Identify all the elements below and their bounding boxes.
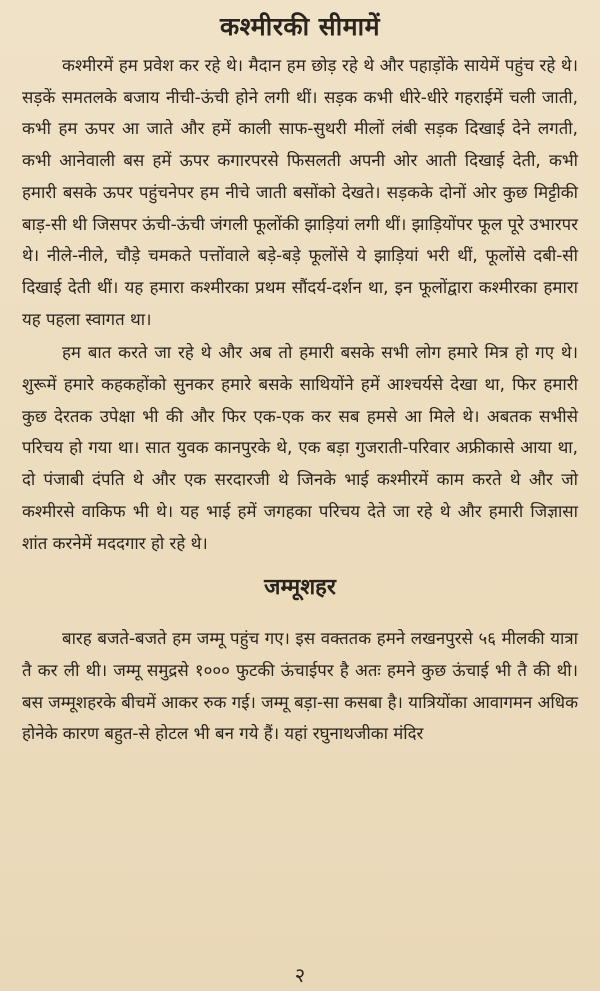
chapter-title: कश्मीरकी सीमामें	[219, 12, 381, 41]
paragraph-2: हम बात करते जा रहे थे और अब तो हमारी बसके सभी लोग हमारे मित्र हो गए थे। शुरूमें हमारे कहकहोंको सुनकर हमारे बसके साथियोंने हमें आश्चर्यसे देखा था, फिर हमारी कुछ देरतक उपेक्षा भी की और फिर एक-एक कर सब हमसे आ मिले थे। अबतक सभीसे परिचय हो गया था। सात युवक कानपुरके थे, एक बड़ा गुजराती-परिवार अफ्रीकासे आया था, दो पंजाबी दंपति थे और एक सरदारजी थे जिनके भाई कश्मीरमें काम करते थे और जो कश्मीरसे वाकिफ भी थे। यह भाई हमें जगहका परिचय देते जा रहे थे और हमारी जिज्ञासा शांत करनेमें मददगार हो रहे थे।	[22, 342, 578, 553]
section-heading: जम्मूशहर	[264, 575, 336, 601]
paragraph-1: कश्मीरमें हम प्रवेश कर रहे थे। मैदान हम छोड़ रहे थे और पहाड़ोंके सायेमें पहुंच रहे थे। सड़कें समतलके बजाय नीची-ऊंची होने लगी थीं। सड़क कभी धीरे-धीरे गहराईमें चली जाती, कभी हम ऊपर आ जाते और हमें काली साफ-सुथरी मीलों लंबी सड़क दिखाई देने लगती, कभी आनेवाली बस हमें ऊपर कगारपरसे फिसलती अपनी ओर आती दिखाई देती, कभी हमारी बसके ऊपर पहुंचनेपर हम नीचे जाती बसोंको देखते। सड़कके दोनों ओर कुछ मिट्टीकी बाड़-सी थी जिसपर ऊंची-ऊंची जंगली फूलोंकी झाड़ियां लगी थीं। झाड़ियोंपर फूल पूरे उभारपर थे। नीले-नीले, चौड़े चमकते पत्तोंवाले बड़े-बड़े फूलोंसे ये झाड़ियां भरी थीं, फूलोंसे दबी-सी दिखाई देती थीं। यह हमारा कश्मीरका प्रथम सौंदर्य-दर्शन था, इन फूलोंद्वारा कश्मीरका हमारा यह पहला स्वागत था।	[22, 55, 578, 329]
page-number: २	[294, 963, 306, 987]
paragraph-3: बारह बजते-बजते हम जम्मू पहुंच गए। इस वक्ततक हमने लखनपुरसे ५६ मीलकी यात्रा तै कर ली थी। जम्मू समुद्रसे १००० फुटकी ऊंचाईपर है अतः हमने कुछ ऊंचाई भी तै की थी। बस जम्मूशहरके बीचमें आकर रुक गई। जम्मू बड़ा-सा कसबा है। यात्रियोंका आवागमन अधिक होनेके कारण बहुत-से होटल भी बन गये हैं। यहां रघुनाथजीका मंदिर	[22, 628, 578, 744]
